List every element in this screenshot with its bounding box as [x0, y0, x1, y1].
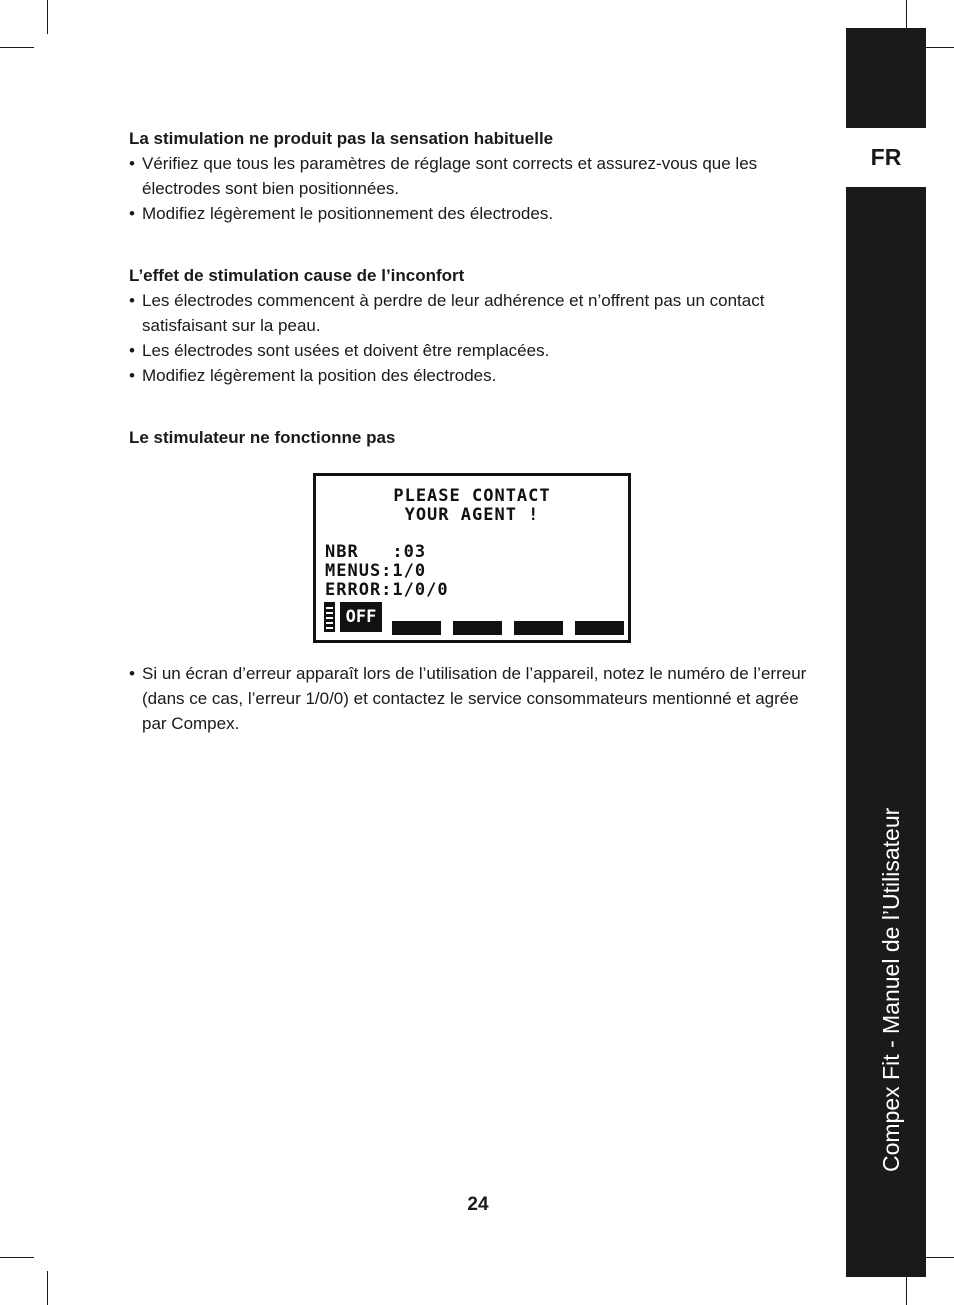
- lcd-softkey-bar: [392, 621, 441, 635]
- crop-mark: [0, 47, 34, 48]
- section-discomfort: [129, 263, 809, 388]
- list-item: • Les électrodes commencent à perdre de leur adhérence et n’offrent pas un contact satisfaisant sur la peau.: [129, 288, 809, 338]
- list-item: • Modifiez légèrement le positionnement des électrodes.: [129, 201, 809, 226]
- list-item: • Modifiez légèrement la position des électrodes.: [129, 363, 809, 388]
- language-tab: FR: [870, 143, 902, 170]
- lcd-softkey-bar: [514, 621, 563, 635]
- error-note: [129, 661, 809, 736]
- lcd-message-line: PLEASE CONTACT: [393, 486, 551, 506]
- section-sensation: [129, 126, 809, 226]
- page-number: 24: [467, 1194, 489, 1215]
- lcd-menus-row: MENUS:1/0: [325, 561, 427, 581]
- note-paragraph: • Si un écran d’erreur apparaît lors de l’utilisation de l’appareil, notez le numéro de l’erreur (dans ce cas, l’erreur 1/0/0) et contactez le service consommateurs mentionné et agrée par Compex.: [129, 661, 809, 736]
- troubleshooting-content: [129, 126, 809, 450]
- section-heading: L’effet de stimulation cause de l’inconfort: [129, 266, 465, 285]
- bullet-list: [129, 151, 809, 226]
- bullet-list: [129, 288, 809, 388]
- lcd-nbr-row: NBR :03: [325, 542, 427, 562]
- off-badge: OFF: [340, 602, 382, 632]
- lcd-softkey-bar: [453, 621, 502, 635]
- crop-mark: [47, 0, 48, 34]
- crop-mark: [0, 1257, 34, 1258]
- list-item: • Vérifiez que tous les paramètres de réglage sont corrects et assurez-vous que les électrodes sont bien positionnées.: [129, 151, 809, 201]
- section-not-working: [129, 425, 809, 450]
- sidebar-top-block: [846, 28, 926, 128]
- crop-mark: [47, 1271, 48, 1305]
- battery-icon: [324, 602, 335, 632]
- list-item: • Les électrodes sont usées et doivent être remplacées.: [129, 338, 809, 363]
- section-heading: Le stimulateur ne fonctionne pas: [129, 428, 396, 447]
- manual-title: Compex Fit - Manuel de l’Utilisateur: [878, 807, 904, 1172]
- lcd-error-screen: [313, 473, 631, 643]
- section-heading: La stimulation ne produit pas la sensation habituelle: [129, 129, 554, 148]
- lcd-message-line: YOUR AGENT !: [404, 505, 540, 525]
- lcd-error-row: ERROR:1/0/0: [325, 580, 449, 600]
- lcd-softkey-bar: [575, 621, 624, 635]
